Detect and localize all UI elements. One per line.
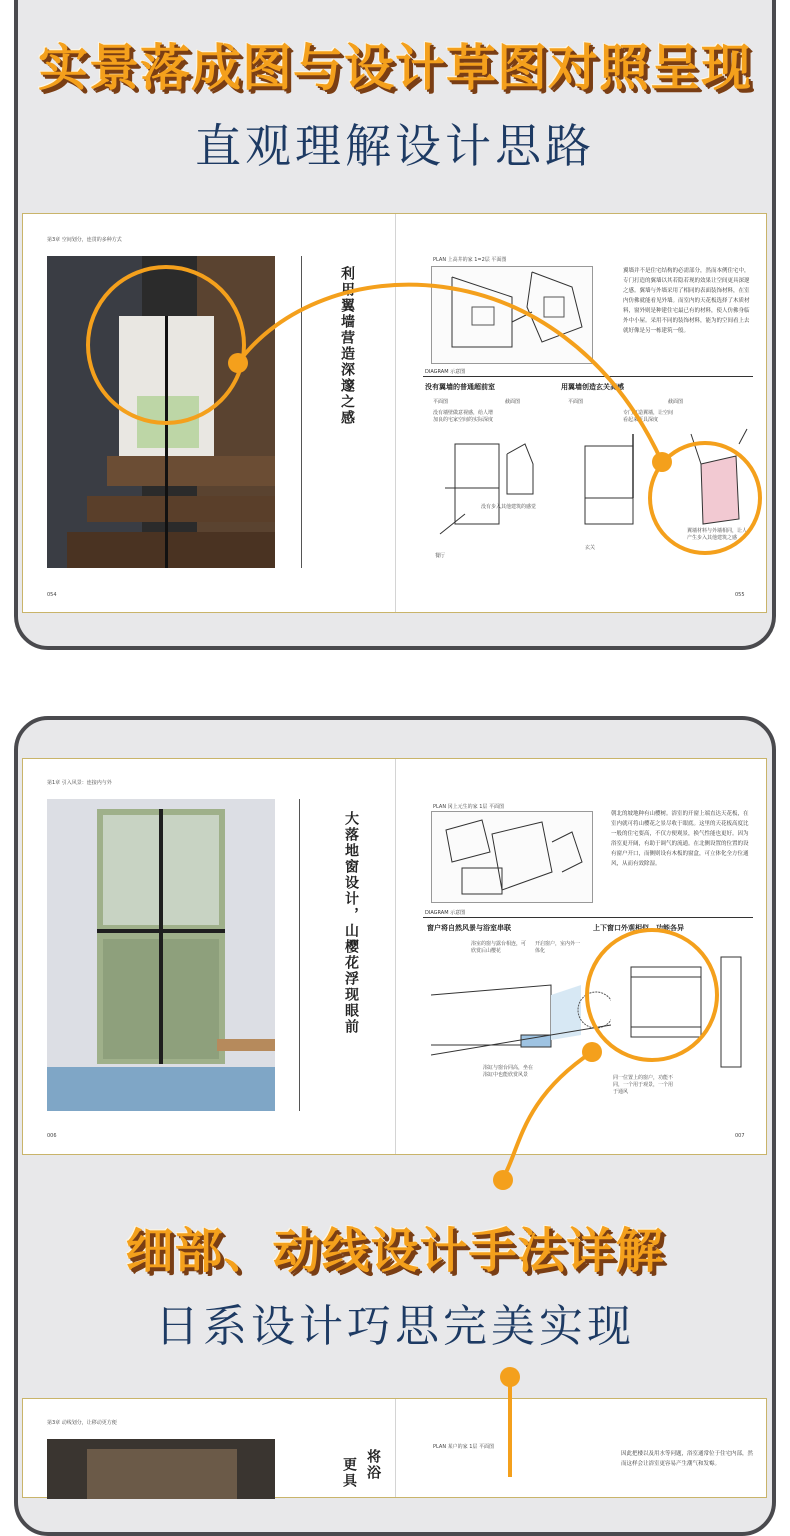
book-spine	[395, 1399, 396, 1497]
plan-label: PLAN 冈上元生的家 1层 平面图	[433, 804, 505, 810]
page-number-right: 055	[735, 592, 745, 598]
diagram-label: DIAGRAM 示意图	[425, 369, 466, 375]
floor-plan-drawing	[431, 266, 593, 364]
sublabel-plan-left: 平面图	[433, 399, 449, 405]
note-left: 没有墙壁做意视感，给人增加良的宅家空间的实际深度	[433, 410, 494, 423]
floor-plan-drawing	[431, 811, 593, 903]
book-spine	[395, 759, 396, 1154]
chapter-label: 第3章 空间划分，连贯的多种方式	[47, 237, 122, 243]
diagram-right-title: 用翼墙创造玄关高感	[561, 383, 624, 391]
page-number-right: 007	[735, 1133, 745, 1139]
bath-photo	[47, 1439, 275, 1499]
spread3-vertical-title-b: 更具	[341, 1457, 357, 1489]
section2-headline: 细部、动线设计手法详解	[125, 1223, 665, 1279]
window-detail-sketch	[611, 937, 761, 1077]
plan-label: PLAN 某户的家 1层 平面图	[433, 1444, 495, 1450]
sublabel-section-left: 截面图	[505, 399, 521, 405]
diagram-right-title: 上下窗口外观相似，功能各异	[593, 924, 684, 932]
note-c: 浴缸与窗台同高，坐在浴缸中也能欣赏风景	[483, 1065, 534, 1078]
spread3-body-text: 因此把楼以及用水等问题，浴室通常位于住宅内部，然而这样会让浴室更容易产生潮气和发霉。	[621, 1451, 754, 1467]
chapter-label: 第1章 引入风景：连接内与外	[47, 780, 112, 786]
spread1-body-text: 翼墙并不是住宅结构的必需部分，然而本例住宅中，专门打造的翼墙以其若隐若现的效果让空间更具深邃之感。翼墙与外墙采用了相同的表面装饰材料，在室内仿佛就能看见外墙。而室内的天花板选择了木质材料，窗外则是种建住宅最已有的材料，使人仿佛身临外中小屋。采用不同的装饰材料，能为的空间看上去就好像是另一栋建筑一般。	[623, 268, 750, 334]
book-spread-3	[22, 1398, 767, 1498]
label-entrance: 玄关	[585, 545, 596, 551]
section1-subhead: 直观理解设计思路	[195, 119, 595, 173]
section1-headline: 实景落成图与设计草图对照呈现	[38, 39, 752, 97]
chapter-label: 第3章 动线划分，让移动更方便	[47, 1420, 117, 1426]
stair-photo	[47, 256, 275, 568]
label-gate: 餐厅	[435, 553, 446, 559]
sublabel-section-right: 截面图	[668, 399, 684, 405]
book-spine	[395, 214, 396, 612]
note-b: 开启窗户，室内外一体化	[535, 941, 581, 954]
note-right: 专门打造翼墙，让空间看起来更具深度	[623, 410, 674, 423]
section-sketch	[431, 965, 611, 1065]
note-d: 同一位置上的窗户，功能不同，一个用于观景，一个用于通风	[613, 1075, 674, 1095]
sublabel-plan-right: 平面图	[568, 399, 584, 405]
window-photo	[47, 799, 275, 1111]
sketch-left	[435, 434, 535, 544]
note-left-2: 没有步入其他建筑的感觉	[481, 504, 537, 510]
spread2-vertical-title: 大落地窗设计，山樱花浮现眼前	[343, 811, 359, 1035]
title-rule	[299, 799, 300, 1111]
title-rule	[301, 256, 302, 568]
spread2-body-text: 朝北的坡地种有山樱树。浴室的开窗上端直达天花板，在室内就可将山樱花之景尽收于眼底。这里的天花板高度比一般的住宅要高，不仅方便观景，换气性能也更好。因为浴室更开阔，有助于调气的流通。在北侧设置的位置的设有窗户开口，而侧则设有木板的窗盒，可立体化全方位通风，从而有效除湿。	[611, 811, 749, 867]
diagram-left-title: 窗户将自然风景与浴室串联	[427, 924, 511, 932]
book-spread-2	[22, 758, 767, 1155]
note-right-2: 翼墙材料与外墙相同，让人产生步入其他建筑之感	[687, 528, 748, 541]
sketch-right	[571, 424, 751, 544]
note-a: 浴室的窗与露台相连，可欣赏后山樱花	[471, 941, 527, 954]
book-spread-1	[22, 213, 767, 613]
diagram-left-title: 没有翼墙的普通超前室	[425, 383, 495, 391]
plan-label: PLAN 上高井的家 1=2层 平面图	[433, 257, 507, 263]
page-number-left: 006	[47, 1133, 57, 1139]
page-number-left: 054	[47, 592, 57, 598]
section2-subhead: 日系设计巧思完美实现	[155, 1301, 635, 1352]
spread3-vertical-title-a: 将浴	[365, 1449, 381, 1481]
spread1-vertical-title: 利用翼墙营造深邃之感	[339, 266, 355, 426]
diagram-label: DIAGRAM 示意图	[425, 910, 466, 916]
